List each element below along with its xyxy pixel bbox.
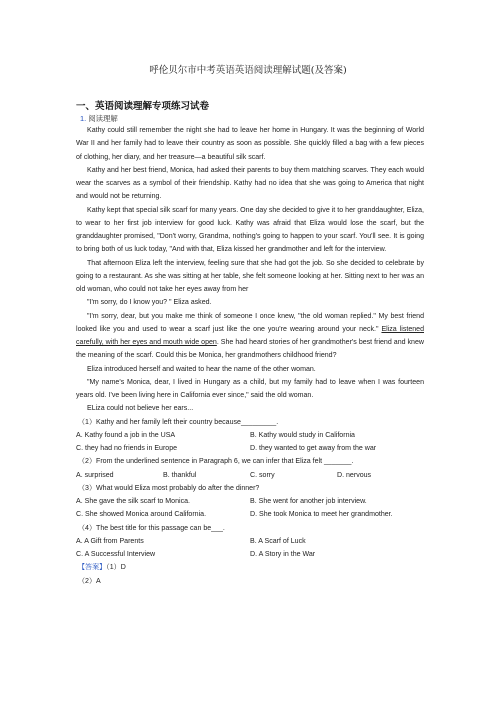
question-stem: （4）The best title for this passage can be___. — [78, 524, 225, 532]
section-heading: 一、英语阅读理解专项练习试卷 — [76, 101, 210, 112]
question-header — [80, 113, 118, 124]
document-title: 呼伦贝尔市中考英语英语阅读理解试题(及答案) — [149, 65, 347, 76]
passage-paragraph — [76, 310, 424, 363]
option: D. nervous — [337, 471, 372, 479]
answer-line — [76, 561, 424, 574]
question-2 — [76, 455, 424, 482]
option: B. She went for another job interview. — [250, 498, 367, 505]
passage-paragraph: Kathy and her best friend, Monica, had asked their parents to buy them matching scarves. They each would wear the scarves as a symbol of their friendship. Kathy had no idea that she was going to America that night and would not be returning. — [76, 166, 424, 201]
question-number: 1. — [80, 114, 87, 123]
option: C. A Successful Interview — [76, 551, 156, 558]
answer-item: （2）A — [78, 577, 101, 585]
passage-paragraph: That afternoon Eliza left the interview, feeling sure that she had got the job. So she decided to celebrate by going to a restaurant. As she was sitting at her table, she felt someone looking at her. Sitting next to her was an old woman, who could not take her eyes away from her — [76, 259, 424, 293]
option: A. She gave the silk scarf to Monica. — [76, 498, 190, 505]
answer-line — [76, 575, 424, 588]
question-3 — [76, 482, 424, 522]
question-1 — [76, 416, 424, 456]
question-stem: （1）Kathy and her family left their country because_________. — [78, 418, 279, 426]
question-stem: （2）From the underlined sentence in Paragraph 6, we can infer that Eliza felt _______. — [78, 458, 354, 466]
option: C. sorry — [250, 471, 275, 479]
passage-paragraph: "I'm sorry, do I know you? " Eliza asked. — [87, 299, 212, 307]
question-type: 阅读理解 — [88, 114, 118, 123]
document-body — [76, 124, 424, 588]
option: A. surprised — [76, 471, 114, 479]
answer-item: （1）D — [106, 564, 126, 572]
option: D. they wanted to get away from the war — [250, 445, 377, 452]
passage-paragraph: Kathy could still remember the night she had to leave her home in Hungary. It was the beginning of World War II and her family had to leave their country as soon as possible. She quickly filled a bag with a few pieces of clothing, her diary, and her treasure—a beautiful silk scarf. — [76, 127, 424, 161]
paragraph-text: "I'm sorry, dear, but you make me think of someone I once knew, "the old woman replied." My best friend looked like you and used to wear a scarf just like the one you're wearing around your neck." — [76, 312, 424, 333]
question-4 — [76, 522, 424, 562]
option: C. they had no friends in Europe — [76, 445, 178, 452]
option: C. She showed Monica around California. — [76, 511, 207, 519]
option: B. A Scarf of Luck — [250, 537, 306, 545]
option: D. A Story in the War — [250, 551, 316, 558]
option: B. thankful — [163, 471, 197, 479]
passage-paragraph: Eliza introduced herself and waited to hear the name of the other woman. — [87, 365, 316, 373]
passage-paragraph: ELiza could not believe her ears... — [87, 405, 194, 413]
passage-paragraph: "My name's Monica, dear, I lived in Hungary as a child, but my family had to leave when I was fourteen years old. I've been living here in California ever since," said the old woman. — [76, 378, 424, 399]
option: D. She took Monica to meet her grandmother. — [250, 511, 393, 519]
underlined-sentence: Eliza listened carefully, with her eyes and mouth wide open — [76, 325, 424, 346]
option: A. Kathy found a job in the USA — [76, 431, 176, 439]
option: A. A Gift from Parents — [76, 537, 144, 545]
passage-paragraph: Kathy kept that special silk scarf for many years. One day she decided to give it to her granddaughter, Eliza, to wear to her first job interview for good luck. Kathy was afraid that Eliza would lose the scarf, but the granddaughter promised, "Don't worry, Grandma, nothing's going to happen to your scarf. You'll see. It is going to bring both of us luck today, "And with that, Eliza kissed her grandmother and left for the interview. — [76, 206, 424, 254]
answer-label: 【答案】 — [78, 564, 107, 572]
option: B. Kathy would study in California — [250, 431, 355, 439]
paragraph-text: . She had heard stories of her grandmother's best friend and knew the meaning of the scarf. Could this be Monica, her grandmothers childhood friend? — [76, 339, 424, 360]
question-stem: （3）What would Eliza most probably do after the dinner? — [78, 484, 260, 492]
